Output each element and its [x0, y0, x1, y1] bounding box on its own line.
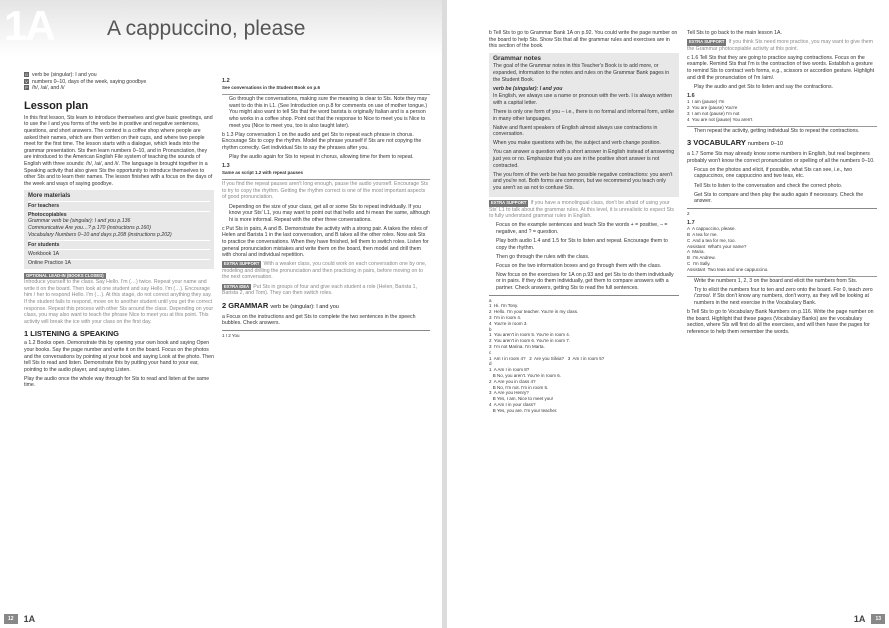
- lesson-tags: [24, 72, 214, 92]
- r-extra-support-tag: EXTRA SUPPORT: [491, 199, 527, 205]
- answer-line: B No, I'm not. I'm in room 5.: [489, 384, 549, 390]
- materials-p1: Grammar verb be (singular): I and you p.136: [28, 218, 131, 225]
- vocab-answer: 2: [687, 208, 877, 217]
- answer-line: a: [489, 297, 492, 303]
- answer-line: B Yes, you are. I'm your teacher.: [489, 407, 558, 413]
- extra-idea-text: Put Sts in groups of four and give each student a role (Helen, Barista 1, Barista 2, and Tom). They can then switch roles.: [222, 283, 418, 297]
- answer-line: B Yes, I am. Nice to meet you!: [489, 396, 554, 402]
- answer-line: 1 Hi. I'm Tony.: [489, 303, 519, 309]
- grammar-answer-key: [489, 295, 679, 414]
- extra-support-text: With a weaker class, you could work on each conversation one by one, modeling and drilling the pronunciation and then practicing in pairs, before moving on to the next conversation.: [222, 261, 427, 281]
- gn-1: The goal of the Grammar notes in this Teacher's Book is to add more, or expanded, information to the notes and rules on the Grammar Bank pages in the Student Book.: [493, 63, 670, 83]
- lesson-tag: [24, 79, 214, 86]
- lead-in-text: Introduce yourself to the class. Say Hello. I'm (…) twice. Repeat your name and write it on the board. Then look at one student and say Hello. I'm (…). Encourage him / her to respond Hello. I'm (…). At this stage, do not correct anything they say. If the student fails to respond, move on to another student until you get the correct response. Repeat this process with other Sts around the class. Depending on your class, you may also want to teach the phrase Nice to meet you at this point. This activity will break the ice with your class on the first day.: [24, 279, 214, 325]
- section-2-title: 2 GRAMMAR: [222, 300, 269, 310]
- g-2: Play both audio 1.4 and 1.5 for Sts to listen and repeat. Encourage them to copy the rhythm.: [496, 237, 668, 251]
- lesson-plan-text: In this first lesson, Sts learn to introduce themselves and give basic greetings, and to use the I and you forms of the verb be in positive and negative sentences, questions, and short answers. The context is a coffee shop where people are asked their names, which are then written on their cups, and where two people meet for the first time. The lesson starts with a dialogue, which leads into the grammar presentation. Sts then learn numbers 0–10, and in Pronunciation, they are introduced to the American English File system of teaching the sounds of English with three sounds: /h/, /ai/, and /i/. The language is brought together in a Speaking activity that also gives Sts the opportunity to introduce themselves to other Sts and to learn their names. The lesson finishes with a focus on the days of the week and ways of saying goodbye.: [24, 114, 213, 187]
- answer-line: 2 A Are you in class 4?: [489, 378, 536, 384]
- answer-line: 1 Am I in room 4? 2 Are you Silvia? 3 Am I in room 5?: [489, 355, 605, 361]
- materials-students: For students: [28, 241, 210, 251]
- materials-teachers: For teachers: [28, 202, 210, 212]
- section-1b-2: Play the audio again for Sts to repeat in chorus, allowing time for them to repeat.: [229, 153, 414, 160]
- lesson-tag-text: numbers 0–10, days of the week, saying goodbye: [32, 78, 147, 85]
- script-line: C I'm Sally.: [687, 260, 711, 266]
- lesson-title: A cappuccino, please: [107, 17, 306, 40]
- left-column-2: [222, 78, 430, 593]
- section-1b-3: Depending on the size of your class, get all or some Sts to repeat individually. If you know your Sts' L1, you may want to point out that hello and hi mean the same, although hi is more informal. Repeat with the other three conversations.: [229, 203, 430, 223]
- lesson-tag-letter: P: [25, 85, 28, 91]
- left-footer-unit: 1A: [23, 614, 36, 624]
- answer-line: 2 Hello. I'm your teacher. You're in my class.: [489, 309, 579, 315]
- audio-1-7-script: [687, 226, 877, 272]
- answer-line: 3 I'm not Marina. I'm Marta.: [489, 343, 545, 349]
- r-7: Tell Sts to listen to the conversation and check the correct photo.: [694, 182, 843, 189]
- answer-line: 3 I'm in room 4.: [489, 314, 522, 320]
- gn-7: The you form of the verb be has two possible negative contractions: you aren't and you're not. Both forms are common, but we recommend you teach only you aren't so as not to confuse Sts.: [493, 171, 673, 191]
- script-line: A A cappuccino, please.: [687, 226, 736, 232]
- g-5: Now focus on the exercises for 1A on p.93 and get Sts to do them individually or in pairs. If they do them individually, get them to compare answers with a partner. Check answers, getting Sts to read the full sentences.: [496, 271, 674, 291]
- answer-line: 1 You aren't in room 5. You're in room 4.: [489, 332, 571, 338]
- left-page: [0, 0, 442, 628]
- r-9: Write the numbers 1, 2, 3 on the board and elicit the numbers from Sts.: [694, 277, 858, 284]
- extra-idea-tag: EXTRA IDEA: [224, 283, 250, 289]
- audio-1-2-sub: See conversations in the Student Book on p.6: [222, 84, 321, 90]
- gn-6: You can answer a question with a short answer in English instead of answering just yes or no. Emphasize that you are in the positive short answer is not contracted.: [493, 149, 675, 169]
- gn-2: In English, we always use a name or pronoun with the verb. I is always written with a capital letter.: [493, 93, 673, 106]
- script-line: C And a tea for me, too.: [687, 237, 736, 243]
- materials-photocopiables: Photocopiables: [28, 211, 67, 218]
- answer-line: b: [489, 326, 492, 332]
- answer-line: d: [489, 361, 492, 367]
- right-footer: [854, 614, 885, 624]
- answer-line: 3 A Are you Henry?: [489, 390, 529, 396]
- section-1a-2: Play the audio once the whole way through for Sts to read and listen at the same time.: [24, 375, 210, 389]
- section-3-sub: numbers 0–10: [747, 141, 784, 148]
- g-4: Focus on the two information boxes and go through them with the class.: [496, 262, 662, 269]
- script-line: B I'm Andrew.: [687, 255, 716, 261]
- audio-1-7: 1.7: [687, 219, 695, 226]
- materials-title: More materials: [28, 192, 210, 202]
- script-line: A Maria.: [687, 249, 705, 255]
- audio-1-2: 1.2: [222, 78, 230, 84]
- gn-5: When you make questions with be, the subject and verb change position.: [493, 140, 661, 147]
- script-line: B A tea for me.: [687, 231, 718, 237]
- right-page-number: 13: [871, 614, 885, 624]
- r-11: b Tell Sts to go to Vocabulary Bank Numbers on p.116. Write the page number on the board. Highlight that these pages (Vocabulary Banks) are the vocabulary section, where Sts will first do all the exercises, and will then have the pages for reference to help them remember the words.: [687, 308, 874, 335]
- audio-1-3-sub: Same as script 1.2 with repeat pauses: [222, 169, 304, 175]
- r2-extra-support-text: If you think Sts need more practice, you may want to give them the Grammar photocopiable activity at this point.: [687, 39, 873, 52]
- unit-number: 1A: [4, 2, 54, 49]
- audio-1-3: 1.3: [222, 163, 230, 170]
- section-1b: b 1.3 Play conversation 1 on the audio and get Sts to repeat each phrase in chorus. Encourage Sts to copy the rhythm. Model the phrase yourself if Sts are not copying the rhythm correctly. Get individual Sts to say the phrases after you.: [222, 131, 422, 151]
- r-4: Then repeat the activity, getting individual Sts to repeat the contractions.: [694, 127, 860, 134]
- left-page-number: 12: [4, 614, 18, 624]
- answer-line: 2 You aren't in room 6. You're in room 7.: [489, 338, 571, 344]
- r-10: Try to elicit the numbers four to ten and zero onto the board. For 0, teach zero /'zɪroʊ/. If Sts don't know any numbers, don't worry, as they will be looking at numbers in the next exercise in the Vocabulary Bank.: [694, 286, 873, 306]
- grammar-b: b Tell Sts to go to Grammar Bank 1A on p.92. You could write the page number on the board to help Sts. Show Sts that all the grammar rules and exercises are in this section of the book.: [489, 30, 678, 50]
- section-3-title: 3 VOCABULARY: [687, 138, 746, 148]
- materials-p2: Communicative Are you…? p.170 (instructions p.160): [28, 224, 151, 231]
- extra-support-tag: EXTRA SUPPORT: [224, 261, 260, 267]
- script-line: 1 I am (pause) I'm: [687, 99, 725, 105]
- right-footer-unit: 1A: [853, 614, 866, 624]
- gn-4: Native and fluent speakers of English almost always use contractions in conversation.: [493, 124, 658, 138]
- r-5: a 1.7 Some Sts may already know some numbers in English, but real beginners probably won't know the correct pronunciation or spelling of all the numbers 0–10.: [687, 151, 875, 164]
- section-2-sub: verb be (singular): I and you: [270, 303, 339, 310]
- script-line: Assistant What's your name?: [687, 243, 747, 249]
- section-1a: a 1.2 Books open. Demonstrate this by opening your own book and saying Open your books. Say the page number and write it on the board. Focus on the photos and the conversations by pointing at your book and saying Look at the photo. Then tell Sts to read and listen. Demonstrate this by putting your hand to your ear, pointing to the audio player, and saying Listen.: [24, 340, 214, 373]
- r-1: Tell Sts to go back to the main lesson 1A.: [687, 30, 782, 36]
- section-2a-answers: 1 I 2 You: [222, 330, 430, 339]
- g-1: Focus on the example sentences and teach Sts the words + = positive, – = negative, and ? = question.: [496, 222, 668, 235]
- r-6: Focus on the photos and elicit, if possible, what Sts can see, i.e., two cappuccinos, one cappuccino and two teas, etc.: [694, 166, 853, 180]
- materials-online: Online Practice 1A: [28, 260, 71, 267]
- script-line: Assistant Two teas and one cappuccino.: [687, 266, 769, 272]
- r-8: Get Sts to compare and then play the audio again if necessary. Check the answer.: [694, 191, 864, 205]
- script-line: 4 You are not (pause) You aren't: [687, 116, 753, 122]
- answer-line: 1 A Am I in room 8?: [489, 367, 530, 373]
- lead-in-tag: OPTIONAL LEAD-IN (BOOKS CLOSED): [26, 272, 104, 278]
- audio-1-6-script: [687, 99, 877, 122]
- materials-p3: Vocabulary Numbers 0–10 and days p.208 (instructions p.202): [28, 231, 210, 241]
- r2-extra-support-tag: EXTRA SUPPORT: [689, 39, 725, 45]
- lesson-tag-text: /h/, /ai/, and /i/: [32, 85, 65, 92]
- lesson-tag: [24, 72, 214, 79]
- section-2a: a Focus on the instructions and get Sts to complete the two sentences in the speech bubbles. Check answers.: [222, 313, 416, 327]
- repeat-tip: If you find the repeat pauses aren't long enough, pause the audio yourself. Encourage Sts to try to copy the rhythm. Getting the rhythm correct is one of the most important aspects of good pronunciation.: [222, 181, 429, 201]
- script-line: 3 I am not (pause) I'm not: [687, 110, 740, 116]
- left-footer: [4, 614, 35, 624]
- more-materials-box: [24, 190, 214, 268]
- right-column-1: [489, 30, 679, 600]
- conv-notes: Go through the conversations, making sure the meaning is clear to Sts. Note they may want to do this in L1. (See Introduction on p.8 for comments on use of mother tongue.) You might also want to tell Sts that the word barista is originally Italian and is a person who works in a coffee shop. Point out that the response to Nice to meet you is Nice to meet you (Nice to meet you, too is also taught later).: [229, 96, 428, 129]
- lesson-plan-title: Lesson plan: [24, 99, 89, 112]
- lesson-tag: [24, 85, 214, 92]
- section-1-title: 1 LISTENING & SPEAKING: [24, 329, 120, 339]
- right-column-2: [687, 30, 877, 600]
- answer-line: c: [489, 349, 492, 355]
- g-3: Then go through the rules with the class.: [496, 253, 590, 260]
- answer-line: 4 You're in room 3.: [489, 320, 528, 326]
- grammar-notes-title: Grammar notes: [493, 54, 542, 62]
- materials-workbook: Workbook 1A: [28, 250, 210, 260]
- gn-3: There is only one form of you – i.e., there is no formal and informal form, unlike in many other languages.: [493, 108, 675, 122]
- gn-subtitle: verb be (singular): I and you: [493, 85, 563, 92]
- r-3: Play the audio and get Sts to listen and say the contractions.: [694, 83, 833, 90]
- audio-1-6: 1.6: [687, 92, 695, 99]
- answer-line: 4 A Am I in your class?: [489, 401, 536, 407]
- section-1c: c Put Sts in pairs, A and B. Demonstrate the activity with a strong pair. A takes the roles of Helen and Barista 1 in the last conversation, and B takes all the other roles. Now ask Sts to practice the conversations. When they have finished, tell them to switch roles. Listen for general pronunciation mistakes and write them on the board, then model and drill them with choral and individual repetition.: [222, 225, 429, 259]
- script-line: 2 You are (pause) You're: [687, 105, 738, 111]
- lesson-tag-letter: G: [24, 72, 29, 78]
- left-column-1: [24, 72, 214, 592]
- r-2: c 1.6 Tell Sts that they are going to practice saying contractions. Focus on the example. Remind Sts that I'm is the contraction of two words. Establish a gesture to remind Sts to contract verb forms, e.g., scissors or accordion gesture. Highlight and drill the pronunciation of I'm /aim/.: [687, 54, 875, 81]
- right-page: [447, 0, 889, 628]
- answer-line: B No, you aren't. You're in room 6.: [489, 372, 562, 378]
- lesson-tag-letter: V: [25, 78, 28, 84]
- lesson-tag-text: verb be (singular): I and you: [32, 72, 97, 78]
- r-extra-support-text: If you have a monolingual class, don't be afraid of using your Sts' L1 to talk about the grammar rules. At this level, it is unrealistic to expect Sts to fully understand grammar rules in English.: [489, 199, 674, 220]
- grammar-notes-box: [489, 53, 679, 197]
